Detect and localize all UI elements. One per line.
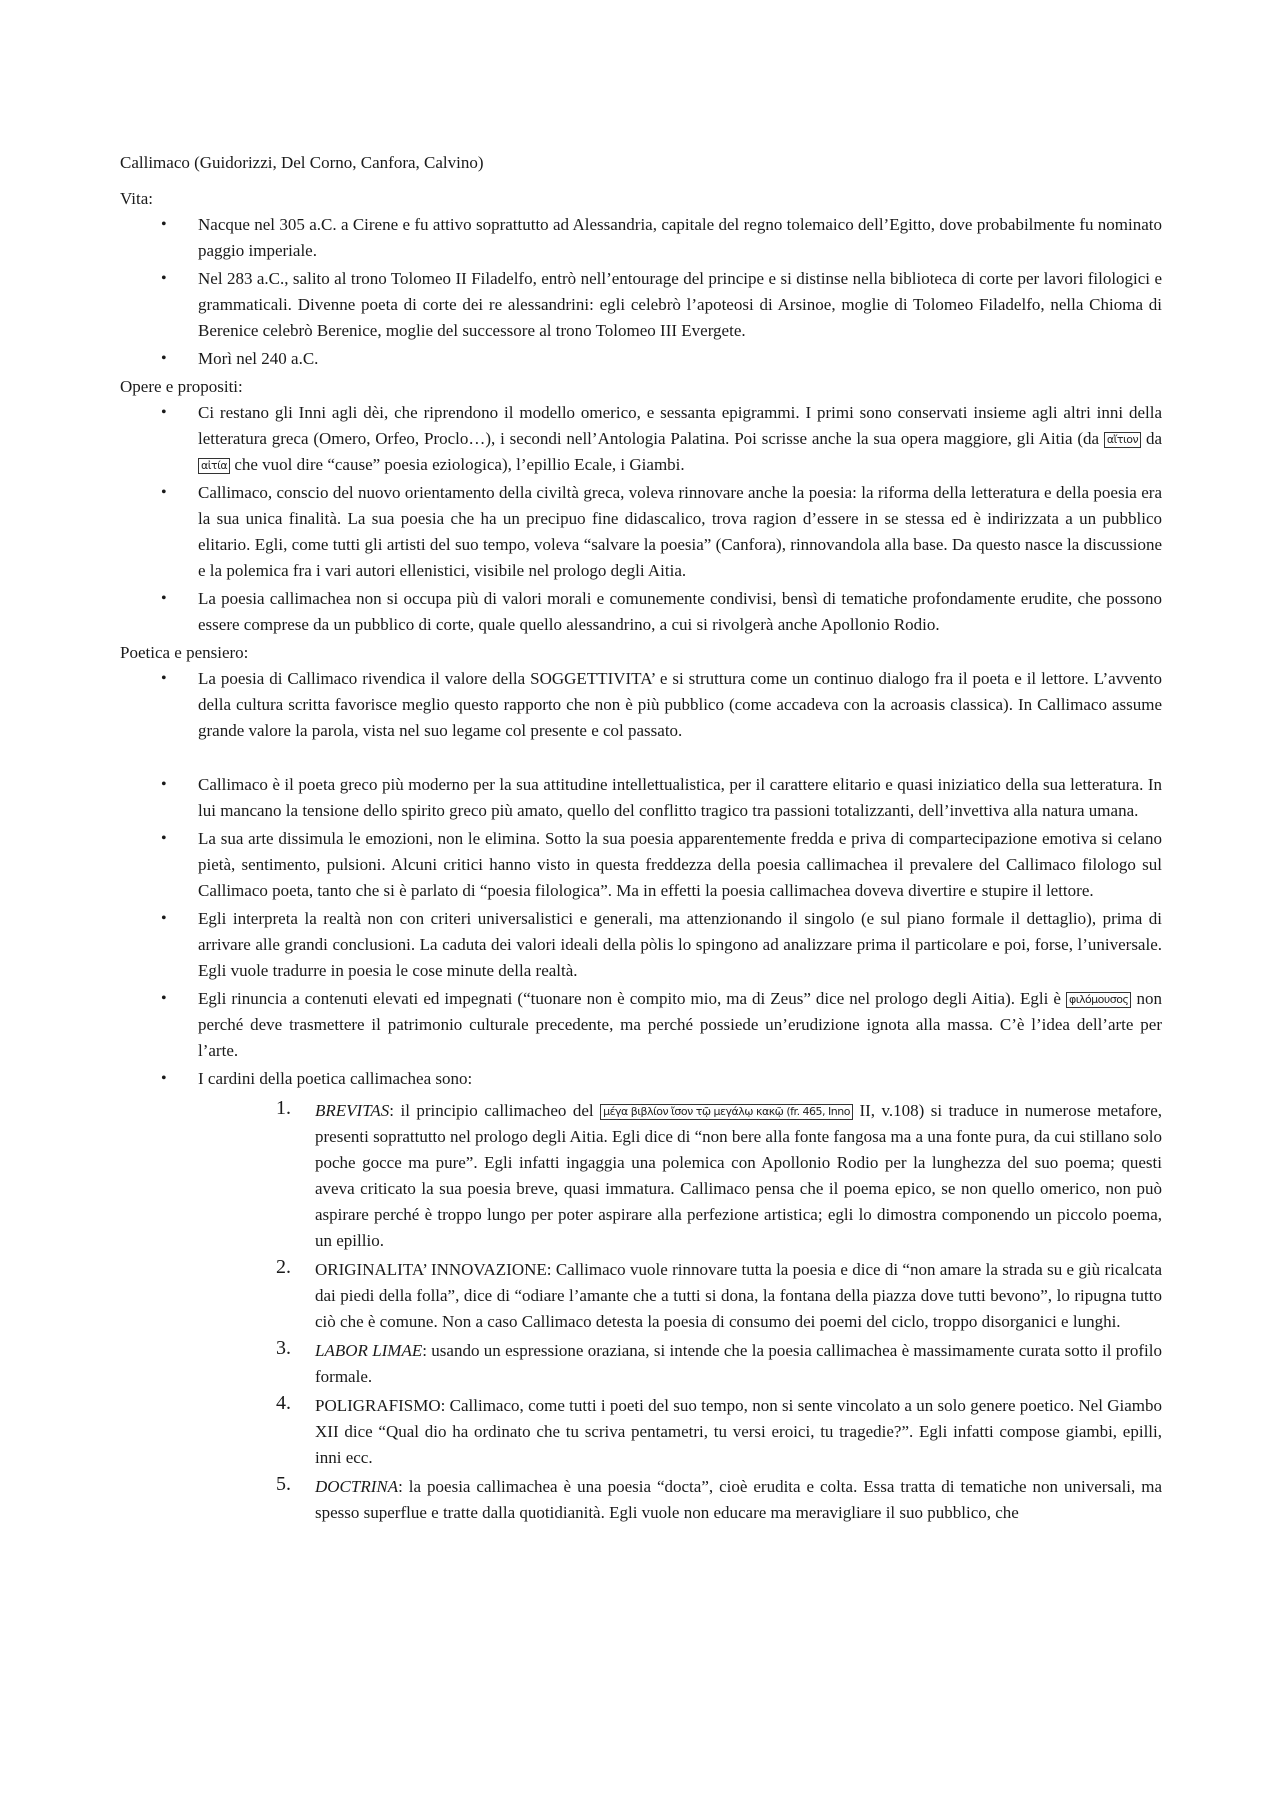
list-item: • La poesia di Callimaco rivendica il valore della SOGGETTIVITA’ e si struttura come un continuo dialogo fra il poeta e il lettore. L’avvento della cultura scritta favorisce meglio questo rapporto che non è più pubblico (come accadeva con la acroasis classica). In Callimaco assume grande valore la parola, vista nel suo legame col presente e col passato. [120, 666, 1162, 744]
bullet-icon: • [161, 910, 167, 927]
bullet-icon: • [161, 270, 167, 287]
list-item: • I cardini della poetica callimachea sono: 1. BREVITAS: il principio callimacheo del μέγα βιβλίον ἴσον τῷ μεγάλῳ κακῷ (fr. 465, Inno II, v.108) si traduce in numerose metafore, presenti soprattutto nel prologo degli Aitia. Egli dice di “non bere alla fonte fangosa ma a una fonte pura, da cui stillano solo poche gocce ma pure”. Egli infatti ingaggia una polemica con Apollonio Rodio per la lunghezza del suo poema; questi aveva criticato la sua poesia breve, quasi immatura. Callimaco pensa che il poema epico, se non quello omerico, non può aspirare perché è troppo lungo per poter aspirare alla perfezione artistica; egli lo dimostra componendo un piccolo poema, un epillio. 2. ORIGINALITA’ INNOVAZIONE: Callimaco vuole rinnovare tutta la poesia e dice di “non amare la strada su e giù ricalcata dai piedi della folla”, dice di “odiare l’amante che a tutti si dona, la fontana della piazza dove tutti bevono”, lo ripugna tutto ciò che è comune. Non a caso Callimaco detesta la poesia di consumo dei poemi del ciclo, troppo disorganici e lunghi. 3. LABOR LIMAE: usando un espressione oraziana, si intende che la poesia callimachea è massimamente curata sotto il profilo formale. 4. POLIGRAFISMO: Callimaco, come tutti i poeti del suo tempo, non si sente vincolato a un solo genere poetico. Nel Giambo XII dice “Qual dio ha ordinato che tu scriva pentametri, tu versi eroici, tu tragedie?”. Egli infatti compose giambi, epilli, inni ecc. 5. DOCTRINA: la poesia callimachea è una poesia “docta”, cioè erudita e colta. Essa tratta di tematiche non universali, ma spesso superflue e tratte dalla quotidianità. Egli vuole non educare ma meravigliare il suo pubblico, che [120, 1066, 1162, 1526]
item-number: 5. [276, 1473, 291, 1495]
bullet-icon: • [161, 990, 167, 1007]
bullet-icon: • [161, 1070, 167, 1087]
list-item: • Nacque nel 305 a.C. a Cirene e fu attivo soprattutto ad Alessandria, capitale del regno tolemaico dell’Egitto, dove probabilmente fu nominato paggio imperiale. [120, 212, 1162, 264]
list-item: • Callimaco, conscio del nuovo orientamento della civiltà greca, voleva rinnovare anche la poesia: la riforma della letteratura e della poesia era la sua unica finalità. La sua poesia che ha un precipuo fine didascalico, trova ragion d’essere in se stessa ed è indirizzata a un pubblico elitario. Egli, come tutti gli artisti del suo tempo, voleva “salvare la poesia” (Canfora), rinnovandola alla base. Da questo nasce la discussione e la polemica fra i vari autori ellenistici, visibile nel prologo degli Aitia. [120, 480, 1162, 584]
bullet-icon: • [161, 404, 167, 421]
item-number: 1. [276, 1097, 291, 1119]
poetica-list [120, 666, 1162, 1526]
item-number: 4. [276, 1392, 291, 1414]
term: DOCTRINA [315, 1477, 399, 1496]
document-title: Callimaco (Guidorizzi, Del Corno, Canfora, Calvino) [120, 153, 484, 172]
cardini-list [198, 1098, 1162, 1526]
list-item: • La sua arte dissimula le emozioni, non le elimina. Sotto la sua poesia apparentemente fredda e priva di compartecipazione emotiva si celano pietà, sentimento, pulsioni. Alcuni critici hanno visto in questa freddezza della poesia callimachea il prevalere del Callimaco filologo sul Callimaco poeta, tanto che si è parlato di “poesia filologica”. Ma in effetti la poesia callimachea doveva divertire e stupire il lettore. [120, 826, 1162, 904]
section-label-poetica: Poetica e pensiero: [120, 643, 249, 662]
greek-text: αἴτιον [1104, 432, 1141, 448]
bullet-icon: • [161, 484, 167, 501]
section-label-opere: Opere e propositi: [120, 377, 243, 396]
list-item: • Morì nel 240 a.C. [120, 346, 1162, 372]
document-page [120, 150, 1162, 1529]
item-number: 2. [276, 1256, 291, 1278]
bullet-icon: • [161, 670, 167, 687]
list-item: • Nel 283 a.C., salito al trono Tolomeo II Filadelfo, entrò nell’entourage del principe e si distinse nella biblioteca di corte per lavori filologici e grammaticali. Divenne poeta di corte dei re alessandrini: egli celebrò l’apoteosi di Arsinoe, moglie di Tolomeo Filadelfo, nella Chioma di Berenice celebrò Berenice, moglie del successore al trono Tolomeo III Evergete. [120, 266, 1162, 344]
list-item: • Egli interpreta la realtà non con criteri universalistici e generali, ma attenzionando il singolo (e sul piano formale il dettaglio), prima di arrivare alle grandi conclusioni. La caduta dei valori ideali della pòlis lo spingono ad analizzare prima il particolare e poi, forse, l’universale. Egli vuole tradurre in poesia le cose minute della realtà. [120, 906, 1162, 984]
bullet-icon: • [161, 590, 167, 607]
bullet-icon: • [161, 776, 167, 793]
list-item: • Callimaco è il poeta greco più moderno per la sua attitudine intellettualistica, per il carattere elitario e quasi iniziatico della sua letteratura. In lui mancano la tensione dello spirito greco più amato, quello del conflitto tragico tra passioni totalizzanti, dell’invettiva alla natura umana. [120, 772, 1162, 824]
numbered-item: 3. LABOR LIMAE: usando un espressione oraziana, si intende che la poesia callimachea è massimamente curata sotto il profilo formale. [276, 1337, 1162, 1386]
opere-list [120, 400, 1162, 638]
vita-list [120, 212, 1162, 372]
bullet-icon: • [161, 350, 167, 367]
bullet-icon: • [161, 216, 167, 233]
greek-text: φιλόμουσος [1066, 992, 1131, 1008]
greek-text: αἰτία [198, 458, 230, 474]
item-number: 3. [276, 1337, 291, 1359]
numbered-item: 1. BREVITAS: il principio callimacheo del μέγα βιβλίον ἴσον τῷ μεγάλῳ κακῷ (fr. 465, Inno II, v.108) si traduce in numerose metafore, presenti soprattutto nel prologo degli Aitia. Egli dice di “non bere alla fonte fangosa ma a una fonte pura, da cui stillano solo poche gocce ma pure”. Egli infatti ingaggia una polemica con Apollonio Rodio per la lunghezza del suo poema; questi aveva criticato la sua poesia breve, quasi immatura. Callimaco pensa che il poema epico, se non quello omerico, non può aspirare perché è troppo lungo per poter aspirare alla perfezione artistica; egli lo dimostra componendo un piccolo poema, un epillio. [276, 1097, 1162, 1250]
greek-text: μέγα βιβλίον ἴσον τῷ μεγάλῳ κακῷ (fr. 465, Inno [600, 1104, 853, 1120]
numbered-item: 4. POLIGRAFISMO: Callimaco, come tutti i poeti del suo tempo, non si sente vincolato a un solo genere poetico. Nel Giambo XII dice “Qual dio ha ordinato che tu scriva pentametri, tu versi eroici, tu tragedie?”. Egli infatti compose giambi, epilli, inni ecc. [276, 1392, 1162, 1467]
section-label-vita: Vita: [120, 189, 153, 208]
term: BREVITAS [315, 1101, 390, 1120]
bullet-icon: • [161, 830, 167, 847]
list-item: • Egli rinuncia a contenuti elevati ed impegnati (“tuonare non è compito mio, ma di Zeus” dice nel prologo degli Aitia). Egli è φιλόμουσος non perché deve trasmettere il patrimonio culturale precedente, ma perché possiede un’erudizione ignota alla massa. C’è l’idea dell’arte per l’arte. [120, 986, 1162, 1064]
list-item: • La poesia callimachea non si occupa più di valori morali e comunemente condivisi, bensì di tematiche profondamente erudite, che possono essere comprese da un pubblico di corte, quale quello alessandrino, a cui si rivolgerà anche Apollonio Rodio. [120, 586, 1162, 638]
list-item: • Ci restano gli Inni agli dèi, che riprendono il modello omerico, e sessanta epigrammi. I primi sono conservati insieme agli altri inni della letteratura greca (Omero, Orfeo, Proclo…), i secondi nell’Antologia Palatina. Poi scrisse anche la sua opera maggiore, gli Aitia (da αἴτιον da αἰτία che vuol dire “cause” poesia eziologica), l’epillio Ecale, i Giambi. [120, 400, 1162, 478]
numbered-item: 2. ORIGINALITA’ INNOVAZIONE: Callimaco vuole rinnovare tutta la poesia e dice di “non amare la strada su e giù ricalcata dai piedi della folla”, dice di “odiare l’amante che a tutti si dona, la fontana della piazza dove tutti bevono”, lo ripugna tutto ciò che è comune. Non a caso Callimaco detesta la poesia di consumo dei poemi del ciclo, troppo disorganici e lunghi. [276, 1256, 1162, 1331]
term: LABOR LIMAE [315, 1341, 423, 1360]
numbered-item: 5. DOCTRINA: la poesia callimachea è una poesia “docta”, cioè erudita e colta. Essa tratta di tematiche non universali, ma spesso superflue e tratte dalla quotidianità. Egli vuole non educare ma meravigliare il suo pubblico, che [276, 1473, 1162, 1522]
